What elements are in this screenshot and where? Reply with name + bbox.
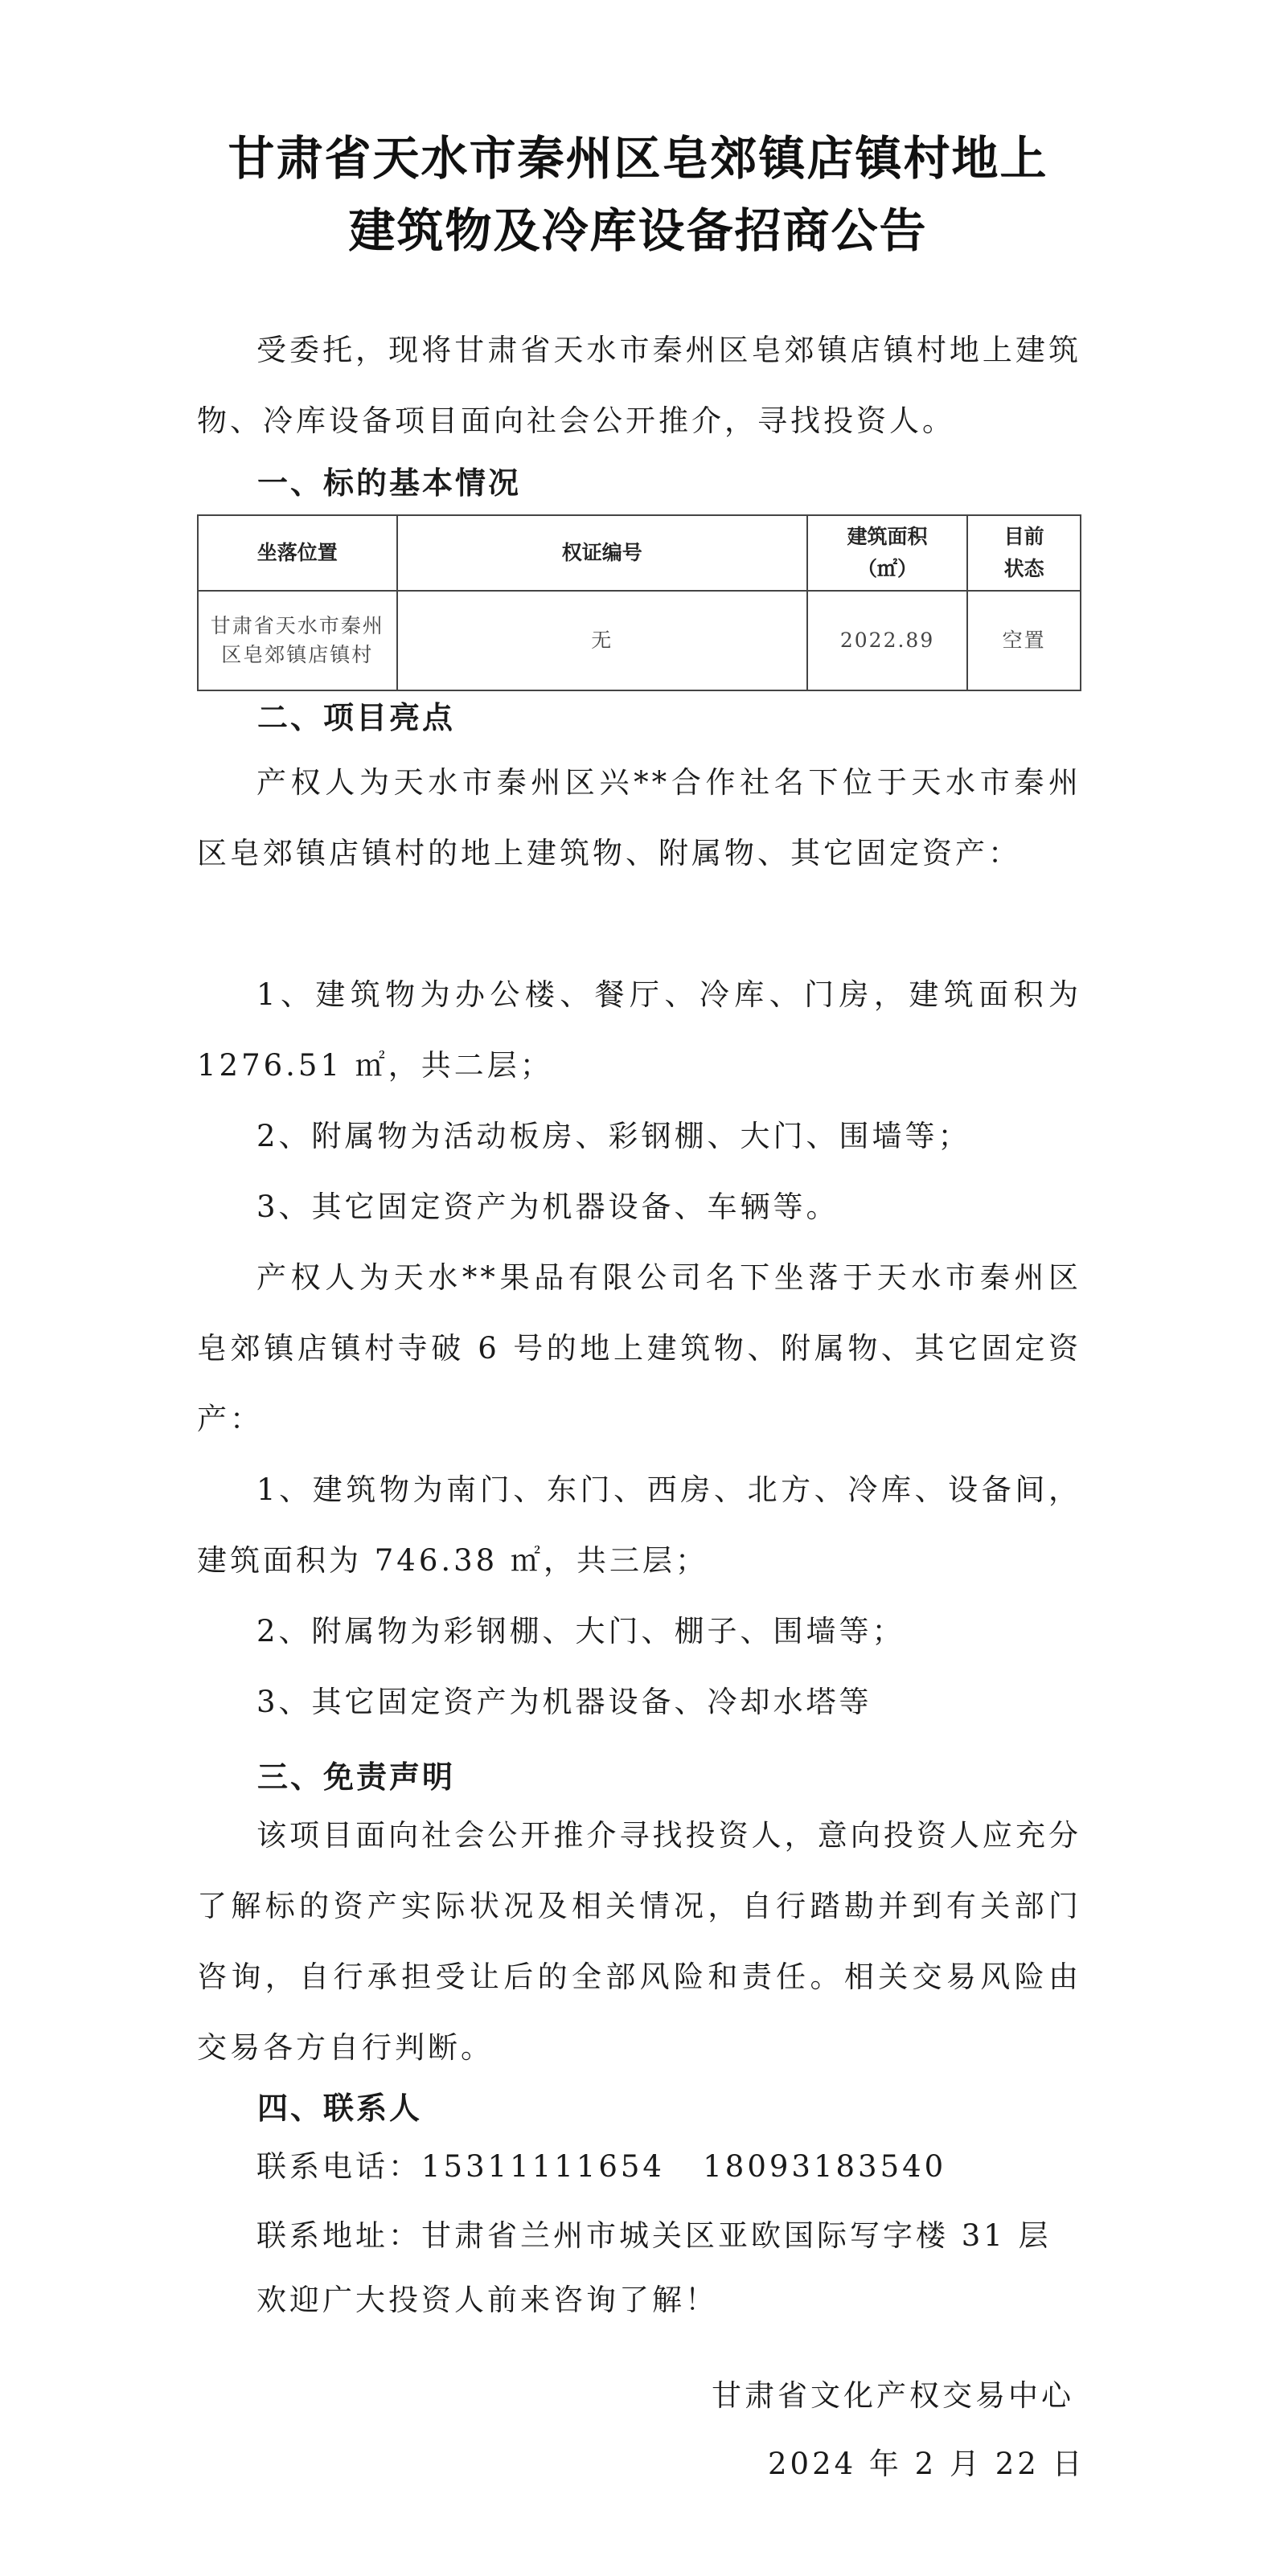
- header-cert-no: 权证编号: [397, 515, 807, 591]
- contact-phone-line: [197, 2132, 1081, 2202]
- cell-cert-no: 无: [397, 591, 807, 690]
- cell-area: 2022.89: [807, 591, 967, 690]
- section-heading-contact: 四、联系人: [257, 2091, 423, 2126]
- owner1-item-1: 1、建筑物为办公楼、餐厅、冷库、门房，建筑面积为1276.51 ㎡，共二层；: [197, 977, 1081, 1083]
- intro-paragraph: 受委托，现将甘肃省天水市秦州区皂郊镇店镇村地上建筑物、冷库设备项目面向社会公开推介，寻找投资人。: [197, 333, 1081, 438]
- contact-address: 甘肃省兰州市城关区亚欧国际写字楼 31 层: [421, 2218, 1052, 2253]
- title-line-1: 甘肃省天水市秦州区皂郊镇店镇村地上: [228, 131, 1048, 186]
- owner2-paragraph: 产权人为天水**果品有限公司名下坐落于天水市秦州区皂郊镇店镇村寺破 6 号的地上建筑物、附属物、其它固定资产：: [197, 1260, 1081, 1436]
- header-area: [807, 515, 967, 591]
- owner1-paragraph: 产权人为天水市秦州区兴**合作社名下位于天水市秦州区皂郊镇店镇村的地上建筑物、附属物、其它固定资产：: [197, 765, 1081, 870]
- contact-phone-label: 联系电话：: [256, 2149, 421, 2184]
- welcome-text: 欢迎广大投资人前来咨询了解！: [256, 2283, 718, 2317]
- contact-phone-2[interactable]: 18093183540: [703, 2149, 947, 2184]
- owner2-item-2: 2、附属物为彩钢棚、大门、棚子、围墙等；: [256, 1614, 905, 1648]
- section-heading-disclaimer: 三、免责声明: [257, 1759, 456, 1795]
- header-area-line1: 建筑面积: [847, 525, 928, 548]
- cell-status: 空置: [967, 591, 1081, 690]
- cell-location: 甘肃省天水市秦州区皂郊镇店镇村: [198, 591, 397, 690]
- owner2-item-3: 3、其它固定资产为机器设备、冷却水塔等: [256, 1685, 872, 1719]
- owner2-item-1: 1、建筑物为南门、东门、西房、北方、冷库、设备间，建筑面积为 746.38 ㎡，共三层；: [197, 1472, 1081, 1578]
- contact-address-label: 联系地址：: [256, 2218, 421, 2253]
- contact-phone-1[interactable]: 15311111654: [421, 2149, 665, 2184]
- signature-org: 甘肃省文化产权交易中心: [712, 2378, 1074, 2413]
- title-line-2: 建筑物及冷库设备招商公告: [348, 203, 928, 258]
- contact-address-line: [197, 2201, 1081, 2271]
- section-heading-basic-info: 一、标的基本情况: [257, 465, 522, 501]
- header-area-line2: （㎡）: [857, 557, 918, 580]
- owner1-item-2: 2、附属物为活动板房、彩钢棚、大门、围墙等；: [256, 1119, 971, 1153]
- header-status-line2: 状态: [1003, 557, 1044, 580]
- header-location: 坐落位置: [198, 515, 397, 591]
- section-heading-highlights: 二、项目亮点: [257, 700, 456, 735]
- header-status-line1: 目前: [1003, 525, 1044, 548]
- header-status: [967, 515, 1081, 591]
- table-row: [198, 591, 1081, 690]
- owner1-item-3: 3、其它固定资产为机器设备、车辆等。: [256, 1190, 839, 1224]
- table-header-row: [198, 515, 1081, 591]
- asset-table: [197, 514, 1081, 691]
- disclaimer-paragraph: 该项目面向社会公开推介寻找投资人，意向投资人应充分了解标的资产实际状况及相关情况，自行踏勘并到有关部门咨询，自行承担受让后的全部风险和责任。相关交易风险由交易各方自行判断。: [197, 1818, 1081, 2065]
- signature-date: 2024 年 2 月 22 日: [768, 2447, 1085, 2481]
